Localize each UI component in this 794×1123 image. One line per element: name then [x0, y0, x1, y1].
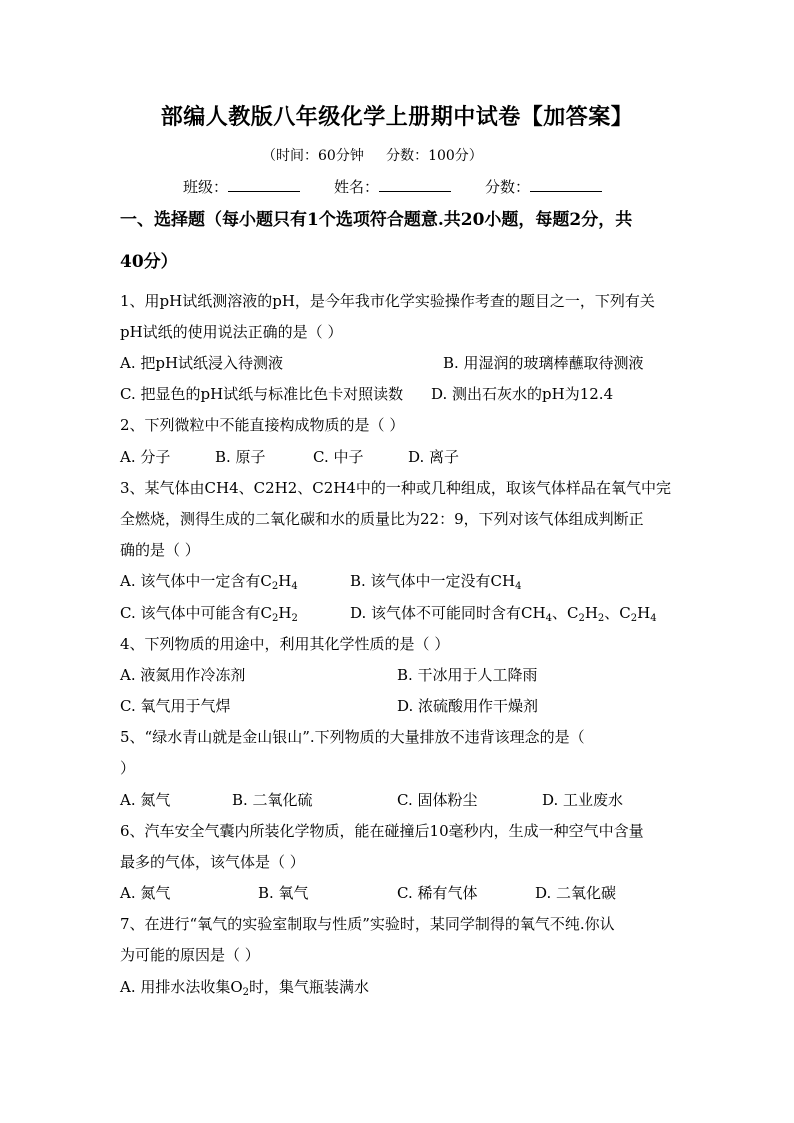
q7-stem-line1: 7、在进行“氧气的实验室制取与性质”实验时，某同学制得的氧气不纯.你认: [120, 915, 615, 933]
q4-option-b: B. 干冰用于人工降雨: [397, 666, 538, 684]
name-label: 姓名：: [334, 178, 380, 196]
q3-stem-line3: 确的是（ ）: [120, 541, 200, 559]
q2-option-a: A. 分子: [120, 448, 171, 466]
q1-stem-line2: pH试纸的使用说法正确的是（ ）: [120, 323, 343, 341]
section-heading-line2: 40分）: [120, 252, 178, 272]
q4-option-c: C. 氧气用于气焊: [120, 697, 231, 715]
q2-option-c: C. 中子: [313, 448, 364, 466]
q5-option-c: C. 固体粉尘: [397, 791, 478, 809]
exam-time-score: （时间：60分钟 分数：100分）: [262, 148, 483, 164]
score-label: 分数：: [485, 178, 531, 196]
q3-option-a: A. 该气体中一定含有$C_2H_4$: [120, 572, 298, 592]
q6-option-d: D. 二氧化碳: [535, 884, 617, 902]
q7-stem-line2: 为可能的原因是（ ）: [120, 946, 260, 964]
q6-stem-line2: 最多的气体，该气体是（ ）: [120, 853, 305, 871]
section-heading-line1: 一、选择题（每小题只有1个选项符合题意.共20小题，每题2分，共: [120, 210, 633, 230]
q5-option-b: B. 二氧化硫: [232, 791, 313, 809]
q2-stem: 2、下列微粒中不能直接构成物质的是（ ）: [120, 416, 405, 434]
q4-option-a: A. 液氮用作冷冻剂: [120, 666, 246, 684]
class-label: 班级：: [183, 178, 229, 196]
q5-stem-line1: 5、“绿水青山就是金山银山”.下列物质的大量排放不违背该理念的是（: [120, 728, 585, 746]
score-blank: [530, 177, 602, 192]
class-blank: [228, 177, 300, 192]
q1-option-a: A. 把pH试纸浸入待测液: [120, 354, 284, 372]
q5-option-a: A. 氮气: [120, 791, 171, 809]
q1-stem-line1: 1、用pH试纸测溶液的pH，是今年我市化学实验操作考查的题目之一，下列有关: [120, 292, 655, 310]
q3-stem-line1: 3、某气体由CH4、C2H2、C2H4中的一种或几种组成，取该气体样品在氧气中完: [120, 479, 671, 497]
q3-stem-line2: 全燃烧，测得生成的二氧化碳和水的质量比为22：9，下列对该气体组成判断正: [120, 510, 644, 528]
q2-option-b: B. 原子: [215, 448, 266, 466]
q3-option-c: C. 该气体中可能含有$C_2H_2$: [120, 604, 298, 624]
q7-option-a: A. 用排水法收集$O_2$时，集气瓶装满水: [120, 978, 370, 998]
student-info-row: [183, 176, 602, 197]
page-title: 部编人教版八年级化学上册期中试卷【加答案】: [160, 104, 634, 130]
q3-option-d: D. 该气体不可能同时含有$CH_4$、$C_2H_2$、$C_2H_4$: [350, 604, 657, 624]
q1-option-b: B. 用湿润的玻璃棒蘸取待测液: [443, 354, 644, 372]
q1-option-c: C. 把显色的pH试纸与标准比色卡对照读数: [120, 385, 404, 403]
q5-stem-line2: ）: [120, 759, 136, 777]
q5-option-d: D. 工业废水: [542, 791, 624, 809]
section-heading: [120, 199, 680, 283]
q1-option-d: D. 测出石灰水的pH为12.4: [431, 385, 614, 403]
q6-option-a: A. 氮气: [120, 884, 171, 902]
q4-stem: 4、下列物质的用途中，利用其化学性质的是（ ）: [120, 635, 450, 653]
name-blank: [379, 177, 451, 192]
q6-option-c: C. 稀有气体: [397, 884, 478, 902]
q3-option-b: B. 该气体中一定没有$CH_4$: [350, 572, 522, 592]
q6-stem-line1: 6、汽车安全气囊内所装化学物质，能在碰撞后10毫秒内，生成一种空气中含量: [120, 822, 644, 840]
q2-option-d: D. 离子: [408, 448, 460, 466]
q6-option-b: B. 氧气: [258, 884, 309, 902]
q4-option-d: D. 浓硫酸用作干燥剂: [397, 697, 539, 715]
